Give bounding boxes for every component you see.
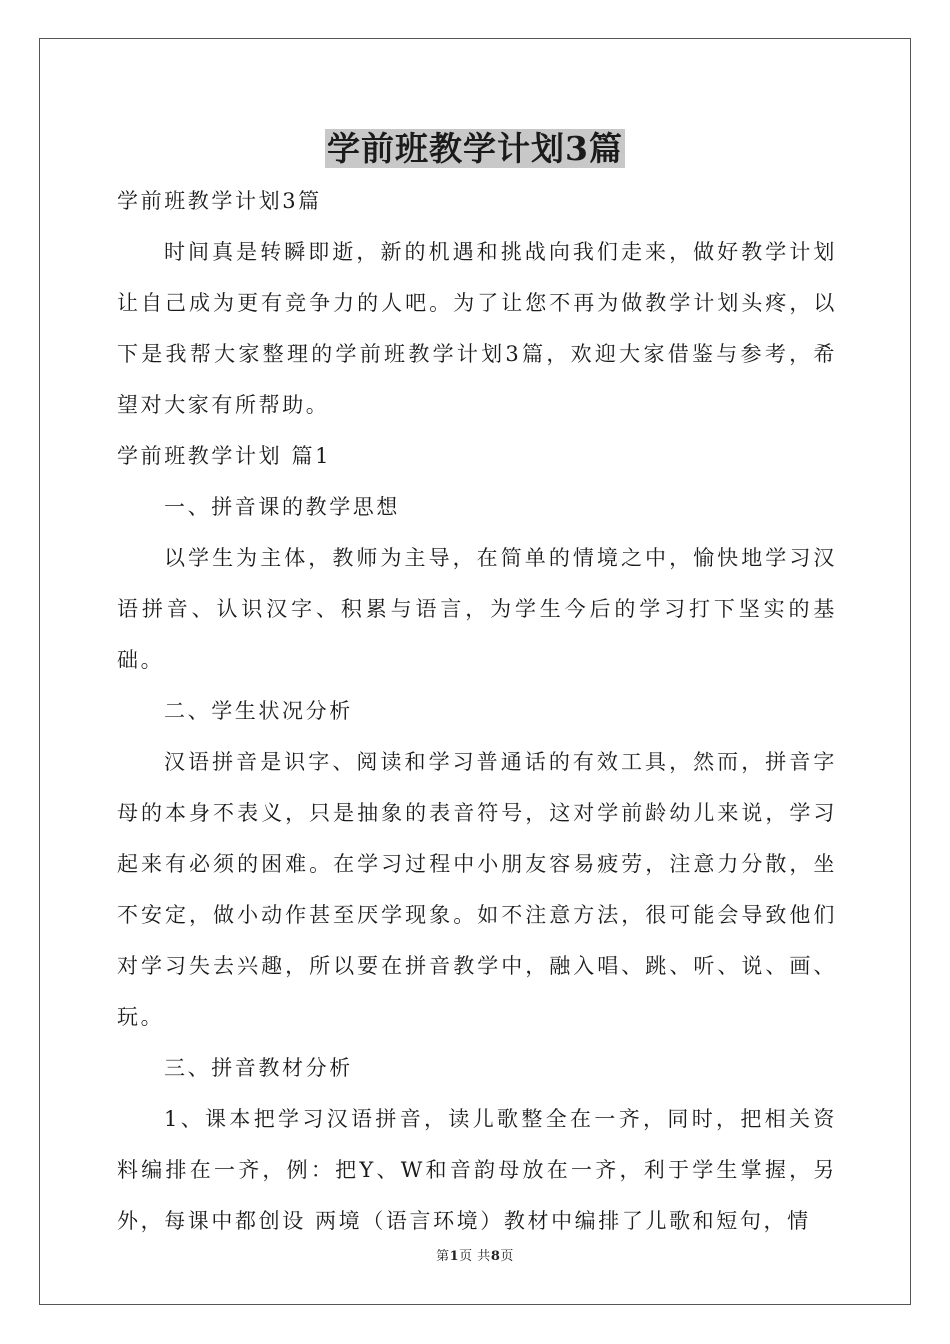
footer-prefix: 第 <box>436 1249 450 1264</box>
document-body <box>117 176 837 1247</box>
body-paragraph: 学前班教学计划 篇1 <box>117 444 332 468</box>
document-title-text: 学前班教学计划3篇 <box>327 129 623 168</box>
document-title <box>0 126 950 172</box>
body-paragraph: 二、学生状况分析 <box>164 699 353 723</box>
body-paragraph: 一、拼音课的教学思想 <box>164 495 400 519</box>
body-paragraph: 以学生为主体，教师为主导，在简单的情境之中，愉快地学习汉语拼音、认识汉字、积累与语言，为学生今后的学习打下坚实的基础。 <box>117 546 837 672</box>
body-paragraph: 学前班教学计划3篇 <box>117 189 322 213</box>
body-paragraph: 三、拼音教材分析 <box>164 1056 353 1080</box>
body-paragraph: 1、课本把学习汉语拼音，读儿歌整全在一齐，同时，把相关资料编排在一齐，例：把Y、W和音韵母放在一齐，利于学生掌握，另外，每课中都创设 两境（语言环境）教材中编排了儿歌和短句，情 <box>117 1107 837 1233</box>
footer-suffix: 页 <box>500 1249 514 1264</box>
footer-total-pages: 8 <box>490 1249 501 1264</box>
footer-mid: 页 共 <box>459 1249 491 1264</box>
footer-current-page: 1 <box>449 1249 460 1264</box>
body-paragraph: 汉语拼音是识字、阅读和学习普通话的有效工具，然而，拼音字母的本身不表义，只是抽象的表音符号，这对学前龄幼儿来说，学习起来有必须的困难。在学习过程中小朋友容易疲劳，注意力分散，坐不安定，做小动作甚至厌学现象。如不注意方法，很可能会导致他们对学习失去兴趣，所以要在拼音教学中，融入唱、跳、听、说、画、玩。 <box>117 750 837 1029</box>
body-paragraph: 时间真是转瞬即逝，新的机遇和挑战向我们走来，做好教学计划让自己成为更有竞争力的人吧。为了让您不再为做教学计划头疼，以下是我帮大家整理的学前班教学计划3篇，欢迎大家借鉴与参考，希望对大家有所帮助。 <box>117 240 837 417</box>
page-footer <box>0 1245 950 1264</box>
